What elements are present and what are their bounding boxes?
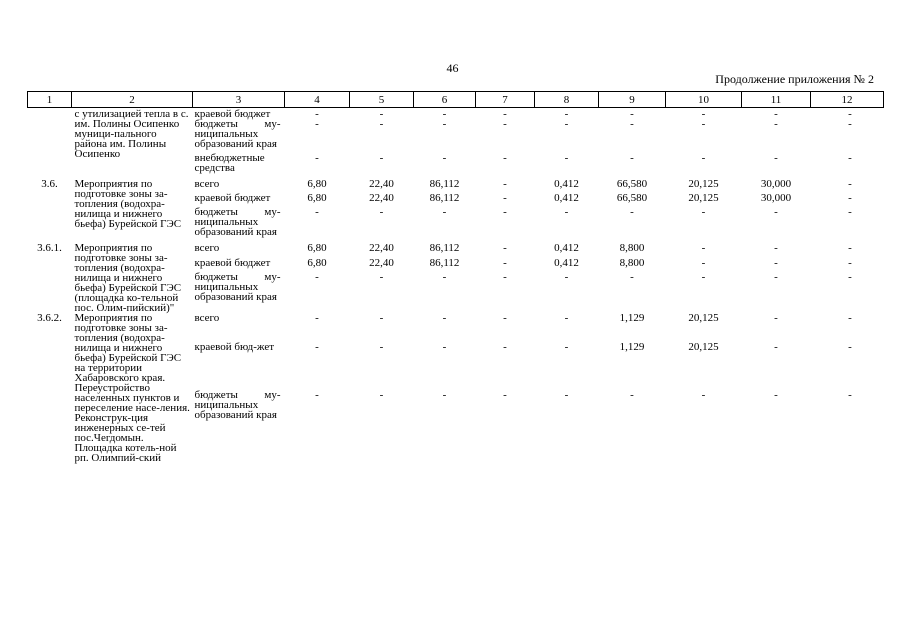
value-cell: - xyxy=(379,340,384,353)
value-cell: - xyxy=(701,152,706,164)
value-cell: - xyxy=(630,118,634,130)
value-cell: 86,112 xyxy=(429,178,460,190)
value-cell: - xyxy=(503,242,507,254)
value-cell: - xyxy=(379,271,384,284)
value-cell: - xyxy=(503,312,507,324)
value-cell: - xyxy=(442,340,447,353)
value-cell: - xyxy=(315,152,319,164)
funding-source: бюджеты му-ниципальных образований края xyxy=(194,206,281,238)
item-code: 3.6.2. xyxy=(37,312,62,324)
funding-source: краевой бюджет xyxy=(194,192,271,204)
value-cell: - xyxy=(379,118,384,130)
value-cell: - xyxy=(315,312,319,324)
value-cell: 66,580 xyxy=(616,192,648,204)
column-number-header xyxy=(28,92,884,108)
value-cell: 22,40 xyxy=(369,256,394,269)
value-cell: - xyxy=(315,340,319,353)
value-cell: - xyxy=(379,108,384,120)
value-cell: 86,112 xyxy=(429,242,460,254)
funding-source: краевой бюджет xyxy=(194,256,271,269)
value-cell: 86,112 xyxy=(429,192,460,204)
column-header: 4 xyxy=(285,92,350,108)
value-cell: 1,129 xyxy=(619,340,645,353)
value-cell: - xyxy=(630,271,634,284)
column-header: 8 xyxy=(535,92,599,108)
continuation-caption: Продолжение приложения № 2 xyxy=(715,72,874,86)
column-header: 2 xyxy=(72,92,193,108)
value-cell: - xyxy=(442,312,447,324)
value-cell: - xyxy=(503,271,507,284)
value-cell: - xyxy=(774,388,778,401)
value-cell: 20,125 xyxy=(688,178,719,190)
value-cell: - xyxy=(630,152,634,164)
value-cell: - xyxy=(848,271,852,284)
value-cell: - xyxy=(503,152,507,164)
funding-source: всего xyxy=(194,242,220,254)
table-body xyxy=(28,108,884,464)
value-cell: - xyxy=(848,118,852,130)
value-cell: - xyxy=(564,108,569,120)
value-cell: - xyxy=(848,108,852,120)
value-cell: - xyxy=(774,312,778,324)
value-cell: - xyxy=(701,108,706,120)
value-cell: - xyxy=(848,340,852,353)
value-cell: - xyxy=(774,152,778,164)
column-header: 12 xyxy=(811,92,884,108)
value-cell: 1,129 xyxy=(619,312,645,324)
value-cell: - xyxy=(564,118,569,130)
value-cell: - xyxy=(564,340,569,353)
value-cell: 6,80 xyxy=(307,192,327,204)
item-name: с утилизацией тепла в с. им. Полины Осипенко муници-пального района им. Полины Осипенко xyxy=(74,108,189,160)
value-cell: - xyxy=(774,118,778,130)
item-name: Мероприятия по подготовке зоны за-топления (водохра-нилища и нижнего бьефа) Бурейской ГЭС на территории Хабаровского края. Переустройство населенных пунктов и переселение насе-ления. Реконструк-ция инженерных се-тей пос.Чегдомын. Площадка котель-ной рп. Олимпий-ский xyxy=(74,312,190,464)
column-header: 3 xyxy=(193,92,285,108)
value-cell: - xyxy=(774,206,778,218)
value-cell: - xyxy=(503,118,507,130)
value-cell: - xyxy=(503,192,507,204)
value-cell: - xyxy=(564,206,569,218)
value-cell: - xyxy=(630,388,634,401)
funding-source: бюджеты му-ниципальных образований края xyxy=(194,118,281,150)
value-cell: - xyxy=(315,271,319,284)
item-code xyxy=(28,108,72,180)
item-code: 3.6. xyxy=(41,178,58,190)
value-cell: - xyxy=(701,271,706,284)
value-cell: - xyxy=(564,388,569,401)
value-cell: 0,412 xyxy=(554,242,579,254)
value-cell: - xyxy=(848,388,852,401)
value-cell: - xyxy=(442,108,447,120)
value-cell: - xyxy=(503,388,507,401)
funding-source: внебюджетные средства xyxy=(194,152,265,174)
item-name: Мероприятия по подготовке зоны за-топления (водохра-нилища и нижнего бьефа) Бурейской ГЭС xyxy=(74,178,182,230)
column-header: 1 xyxy=(28,92,72,108)
value-cell: 0,412 xyxy=(554,178,579,190)
funding-source: бюджеты му-ниципальных образований края xyxy=(194,388,281,421)
value-cell: 22,40 xyxy=(369,178,394,190)
value-cell: - xyxy=(564,152,569,164)
value-cell: 8,800 xyxy=(619,242,645,254)
value-cell: - xyxy=(315,388,319,401)
value-cell: - xyxy=(848,312,852,324)
value-cell: - xyxy=(630,108,634,120)
value-cell: 6,80 xyxy=(307,242,327,254)
value-cell: 66,580 xyxy=(616,178,648,190)
value-cell: - xyxy=(442,388,447,401)
value-cell: - xyxy=(442,152,447,164)
column-header: 9 xyxy=(599,92,666,108)
value-cell: - xyxy=(701,388,706,401)
value-cell: - xyxy=(701,206,706,218)
value-cell: - xyxy=(774,340,778,353)
value-cell: - xyxy=(503,108,507,120)
page-number: 46 xyxy=(446,61,459,75)
value-cell: - xyxy=(442,271,447,284)
value-cell: 30,000 xyxy=(760,178,792,190)
value-cell: 0,412 xyxy=(554,256,579,269)
value-cell: - xyxy=(701,118,706,130)
value-cell: - xyxy=(503,206,507,218)
value-cell: - xyxy=(442,118,447,130)
column-header: 10 xyxy=(666,92,742,108)
column-header: 11 xyxy=(742,92,811,108)
value-cell: - xyxy=(848,152,852,164)
value-cell: 8,800 xyxy=(619,256,645,269)
value-cell: - xyxy=(379,152,384,164)
funding-source: бюджеты му-ниципальных образований края xyxy=(194,271,281,304)
value-cell: - xyxy=(315,108,319,120)
funding-source: всего xyxy=(194,178,220,190)
table-row xyxy=(28,243,884,254)
value-cell: - xyxy=(503,178,507,190)
value-cell: - xyxy=(315,118,319,130)
value-cell: - xyxy=(848,178,852,190)
column-header: 5 xyxy=(350,92,414,108)
value-cell: - xyxy=(564,312,569,324)
value-cell: - xyxy=(630,206,634,218)
item-code: 3.6.1. xyxy=(37,242,62,254)
value-cell: - xyxy=(315,206,319,218)
value-cell: - xyxy=(379,206,384,218)
value-cell: 22,40 xyxy=(369,192,394,204)
value-cell: - xyxy=(379,388,384,401)
value-cell: - xyxy=(379,312,384,324)
value-cell: - xyxy=(774,256,778,269)
value-cell: - xyxy=(503,340,507,353)
funding-source: краевой бюд-жет xyxy=(194,340,275,353)
value-cell: 22,40 xyxy=(369,242,394,254)
value-cell: - xyxy=(848,242,852,254)
value-cell: - xyxy=(848,256,852,269)
value-cell: 20,125 xyxy=(688,192,719,204)
value-cell: 6,80 xyxy=(307,178,327,190)
value-cell: 20,125 xyxy=(688,312,719,324)
appendix-table xyxy=(27,91,884,463)
table-row xyxy=(28,313,884,338)
value-cell: - xyxy=(701,242,706,254)
value-cell: - xyxy=(564,271,569,284)
column-header: 7 xyxy=(476,92,535,108)
value-cell: - xyxy=(774,242,778,254)
value-cell: - xyxy=(442,206,447,218)
value-cell: 30,000 xyxy=(760,192,792,204)
item-name: Мероприятия по подготовке зоны за-топления (водохра-нилища и нижнего бьефа) Бурейской ГЭС (площадка ко-тельной пос. Олим-пийский)" xyxy=(74,242,182,314)
table-row xyxy=(28,108,884,120)
value-cell: - xyxy=(503,256,507,269)
value-cell: - xyxy=(848,192,852,204)
value-cell: 20,125 xyxy=(688,340,719,353)
column-header: 6 xyxy=(414,92,476,108)
value-cell: - xyxy=(774,108,778,120)
funding-source: всего xyxy=(194,312,220,324)
funding-source: краевой бюджет xyxy=(194,108,271,120)
value-cell: - xyxy=(774,271,778,284)
value-cell: 0,412 xyxy=(554,192,579,204)
value-cell: - xyxy=(848,206,852,218)
value-cell: 6,80 xyxy=(307,256,327,269)
table-row xyxy=(28,179,884,189)
value-cell: - xyxy=(701,256,706,269)
value-cell: 86,112 xyxy=(429,256,460,269)
